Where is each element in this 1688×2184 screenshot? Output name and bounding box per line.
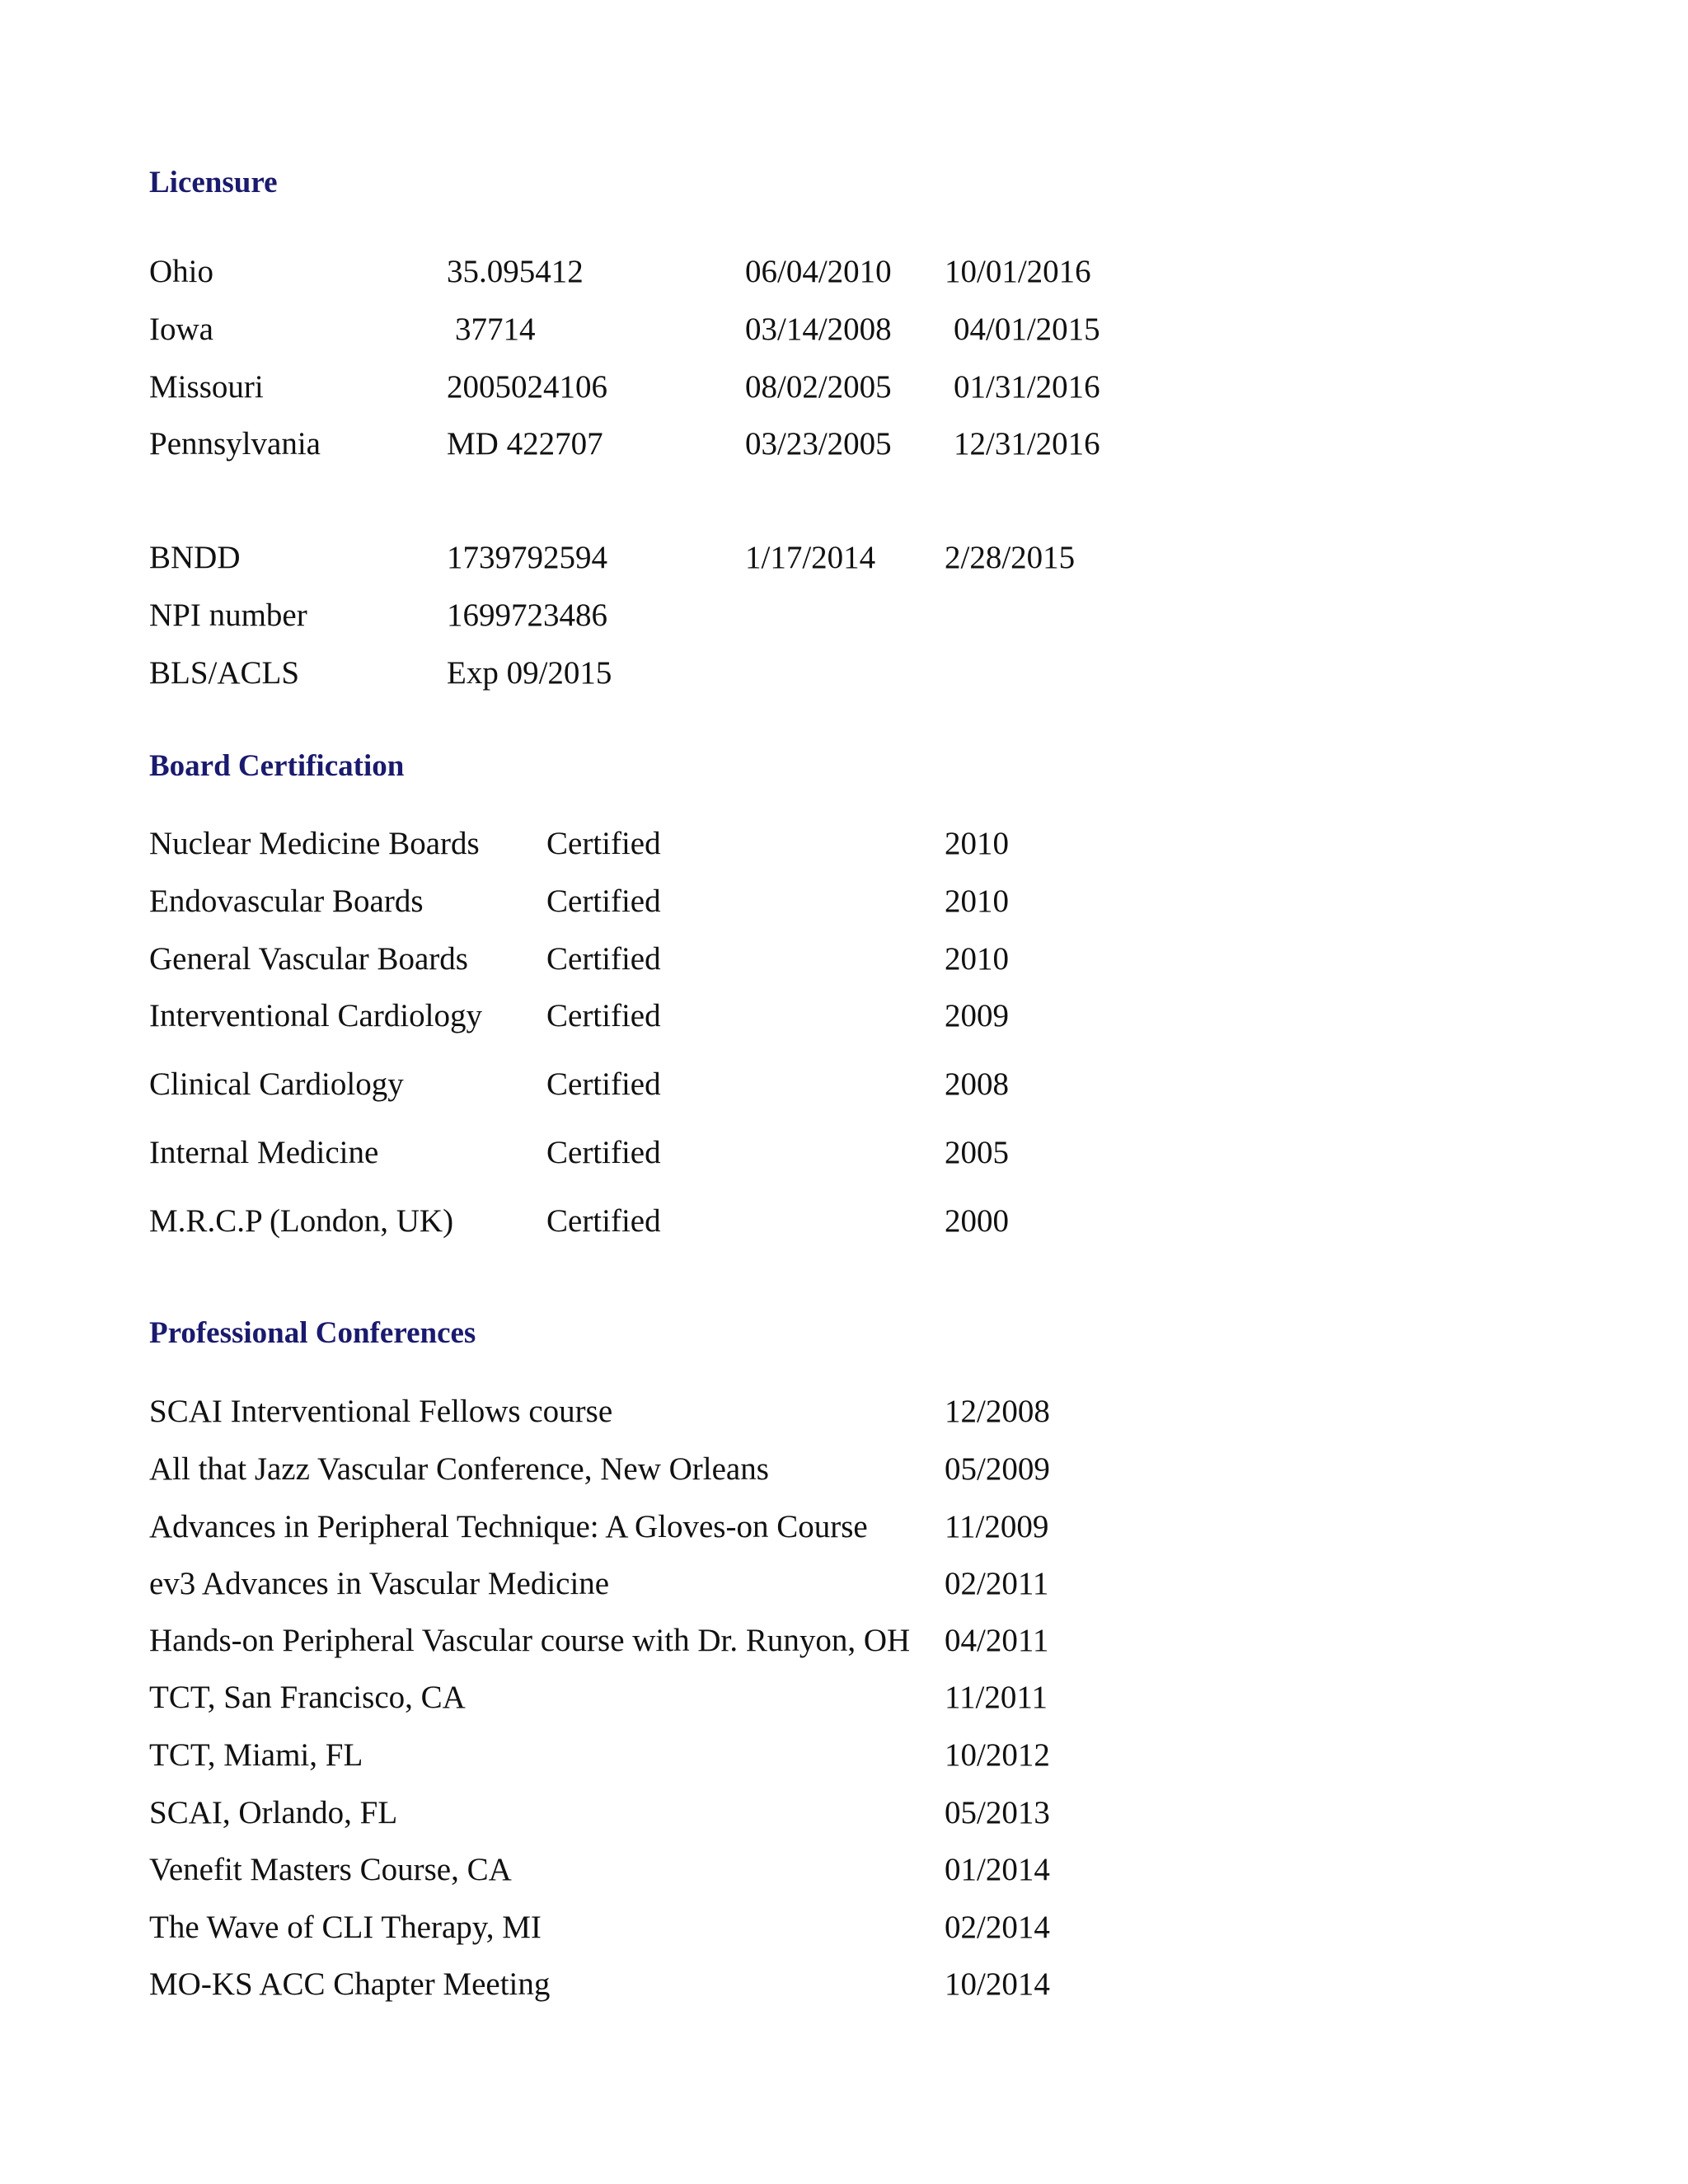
credential-label: NPI number [149, 598, 307, 633]
licensure-heading: Licensure [149, 166, 278, 199]
conference-name: Advances in Peripheral Technique: A Gloves-on Course [149, 1509, 868, 1544]
conference-row [0, 1563, 1688, 1605]
certification-status: Certified [546, 883, 661, 919]
credential-number: 1699723486 [447, 598, 607, 633]
conference-name: Hands-on Peripheral Vascular course with Dr. Runyon, OH [149, 1623, 911, 1658]
certification-status: Certified [546, 1203, 661, 1239]
certification-board: Endovascular Boards [149, 883, 424, 919]
conference-row [0, 1620, 1688, 1661]
certification-row [0, 823, 1688, 865]
license-expires: 12/31/2016 [954, 426, 1100, 462]
conference-date: 10/2012 [945, 1737, 1050, 1773]
conference-date: 04/2011 [945, 1623, 1049, 1658]
conference-row [0, 1507, 1688, 1548]
certification-year: 2005 [945, 1135, 1009, 1170]
license-row [0, 424, 1688, 465]
license-issued: 03/23/2005 [745, 426, 892, 462]
certification-status: Certified [546, 1135, 661, 1170]
license-number: 37714 [455, 312, 536, 347]
conference-row [0, 1677, 1688, 1718]
conference-name: SCAI, Orlando, FL [149, 1795, 398, 1830]
license-issued: 06/04/2010 [745, 254, 892, 289]
credential-label: BNDD [149, 540, 241, 575]
license-expires: 04/01/2015 [954, 312, 1100, 347]
license-row [0, 309, 1688, 350]
certification-year: 2010 [945, 941, 1009, 977]
license-state: Iowa [149, 312, 213, 347]
conference-row [0, 1907, 1688, 1948]
conference-name: The Wave of CLI Therapy, MI [149, 1910, 542, 1945]
conference-name: All that Jazz Vascular Conference, New Orleans [149, 1451, 769, 1487]
conference-date: 02/2014 [945, 1910, 1050, 1945]
conference-date: 12/2008 [945, 1394, 1050, 1429]
conference-name: TCT, Miami, FL [149, 1737, 363, 1773]
certification-status: Certified [546, 1066, 661, 1102]
conference-row [0, 1793, 1688, 1834]
certification-board: Interventional Cardiology [149, 998, 482, 1033]
certification-row [0, 996, 1688, 1037]
conference-date: 02/2011 [945, 1566, 1049, 1601]
conference-date: 11/2009 [945, 1509, 1049, 1544]
certification-row [0, 939, 1688, 980]
license-issued: 03/14/2008 [745, 312, 892, 347]
conference-row [0, 1735, 1688, 1776]
conference-name: Venefit Masters Course, CA [149, 1852, 512, 1887]
certification-status: Certified [546, 998, 661, 1033]
certification-row [0, 1201, 1688, 1242]
license-expires: 01/31/2016 [954, 369, 1100, 405]
conference-date: 01/2014 [945, 1852, 1050, 1887]
certification-board: General Vascular Boards [149, 941, 468, 977]
license-state: Pennsylvania [149, 426, 321, 462]
certification-year: 2010 [945, 883, 1009, 919]
credential-number: 1739792594 [447, 540, 607, 575]
certification-board: Nuclear Medicine Boards [149, 826, 480, 861]
conference-row [0, 1964, 1688, 2005]
license-number: 35.095412 [447, 254, 584, 289]
certification-row [0, 1064, 1688, 1105]
conference-date: 05/2009 [945, 1451, 1050, 1487]
credential-row [0, 595, 1688, 636]
certification-status: Certified [546, 826, 661, 861]
conference-date: 10/2014 [945, 1966, 1050, 2002]
credential-label: BLS/ACLS [149, 655, 300, 691]
license-number: MD 422707 [447, 426, 603, 462]
conference-date: 05/2013 [945, 1795, 1050, 1830]
credential-number: Exp 09/2015 [447, 655, 612, 691]
certification-board: Clinical Cardiology [149, 1066, 404, 1102]
conference-date: 11/2011 [945, 1680, 1048, 1715]
certification-row [0, 1132, 1688, 1174]
professional-conferences-heading: Professional Conferences [149, 1316, 476, 1350]
board-certification-heading: Board Certification [149, 749, 405, 783]
conference-row [0, 1391, 1688, 1432]
conference-row [0, 1849, 1688, 1891]
license-row [0, 251, 1688, 293]
credential-expires: 2/28/2015 [945, 540, 1076, 575]
certification-year: 2008 [945, 1066, 1009, 1102]
conference-name: SCAI Interventional Fellows course [149, 1394, 613, 1429]
certification-year: 2009 [945, 998, 1009, 1033]
license-state: Missouri [149, 369, 264, 405]
certification-board: Internal Medicine [149, 1135, 379, 1170]
conference-name: MO-KS ACC Chapter Meeting [149, 1966, 551, 2002]
license-row [0, 367, 1688, 408]
license-issued: 08/02/2005 [745, 369, 892, 405]
license-expires: 10/01/2016 [945, 254, 1091, 289]
credential-row [0, 537, 1688, 579]
conference-name: TCT, San Francisco, CA [149, 1680, 466, 1715]
credential-issued: 1/17/2014 [745, 540, 876, 575]
certification-board: M.R.C.P (London, UK) [149, 1203, 454, 1239]
certification-year: 2010 [945, 826, 1009, 861]
certification-status: Certified [546, 941, 661, 977]
certification-row [0, 881, 1688, 922]
credential-row [0, 653, 1688, 694]
conference-name: ev3 Advances in Vascular Medicine [149, 1566, 610, 1601]
license-number: 2005024106 [447, 369, 607, 405]
conference-row [0, 1449, 1688, 1490]
license-state: Ohio [149, 254, 213, 289]
certification-year: 2000 [945, 1203, 1009, 1239]
